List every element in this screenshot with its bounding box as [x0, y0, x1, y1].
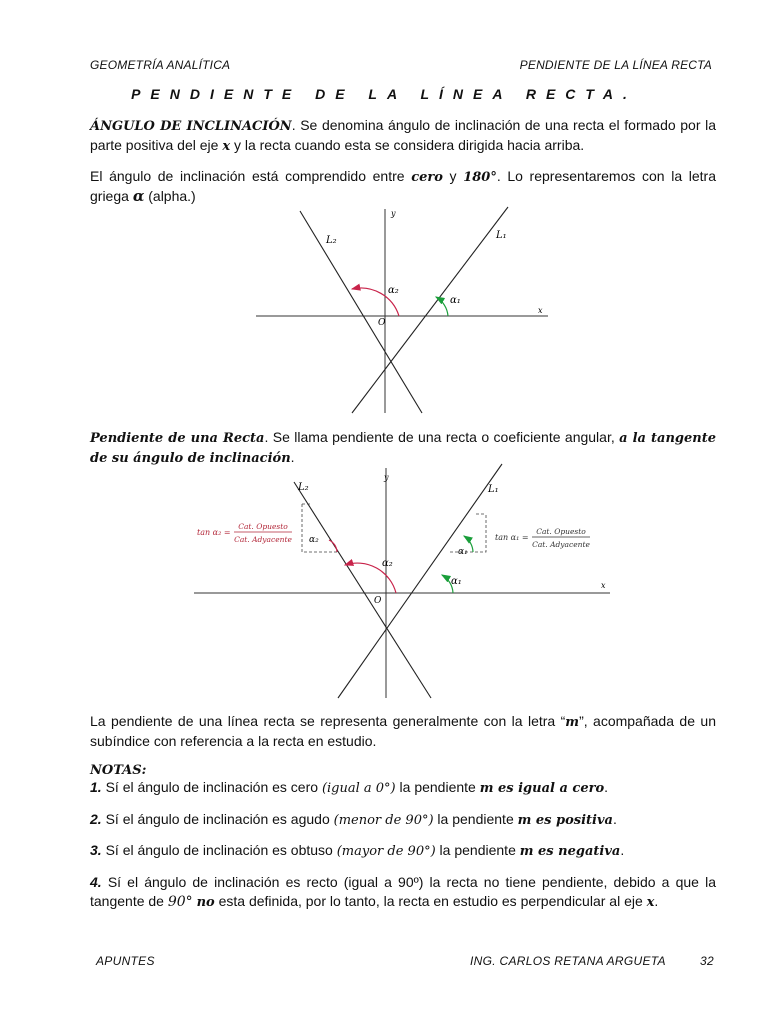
formula-tan-alpha2 [197, 522, 292, 544]
nota-4-text-b: esta definida, por lo tanto, la recta en estudio es perpendicular al eje [214, 893, 647, 909]
label-origin-2: O [374, 596, 382, 606]
nota-1-text-a: Sí el ángulo de inclinación es cero [101, 779, 322, 795]
header-left: GEOMETRÍA ANALÍTICA [90, 58, 231, 72]
footer-left: APUNTES [96, 954, 155, 968]
diagram-inclination-angles [252, 203, 552, 415]
nota-3-end: . [620, 842, 625, 858]
nota-3-bold: m es negativa [519, 844, 621, 859]
label-y-1: y [391, 209, 396, 218]
formula-left-lhs: tan α₂ = [197, 528, 231, 537]
alpha2-arc-top [329, 540, 337, 552]
nota-3-text-a: Sí el ángulo de inclinación es obtuso [101, 842, 337, 858]
nota-1-num: 1. [90, 779, 102, 795]
nota-1-paren: (igual a 0°) [321, 781, 396, 796]
label-origin-1: O [378, 318, 386, 328]
nota-2-text-a: Sí el ángulo de inclinación es agudo [101, 811, 334, 827]
label-L2-1: L₂ [326, 235, 337, 246]
nota-4 [90, 873, 716, 912]
formula-tan-alpha1 [495, 527, 590, 549]
p1-x-axis: x [222, 139, 231, 154]
p2-cero: cero [411, 170, 443, 185]
nota-1 [90, 778, 716, 798]
p3-text-b: . [290, 449, 295, 465]
p2-180: 180° [463, 170, 497, 185]
p2-text-c: (alpha.) [144, 188, 196, 204]
notas-heading [90, 760, 716, 780]
page-number: 32 [700, 954, 714, 968]
p4-text-b: ”, acompañada de un subíndice con referencia a la recta en estudio. [90, 713, 716, 749]
term-angulo-inclinacion: ÁNGULO DE INCLINACIÓN [90, 119, 292, 134]
nota-4-90: 90° [167, 894, 193, 910]
notas-title: NOTAS [90, 763, 142, 778]
nota-3-text-b: la pendiente [435, 842, 520, 858]
label-L1-2: L₁ [488, 484, 499, 495]
line-L2-2 [294, 482, 431, 698]
line-L1-1 [352, 207, 508, 413]
p2-alpha: α [132, 187, 145, 205]
nota-4-end: . [654, 893, 659, 909]
label-alpha2-2: α₂ [382, 558, 393, 569]
triangle-right-dashed [450, 514, 486, 552]
p3-text-a: . Se llama pendiente de una recta o coeficiente angular, [264, 429, 620, 445]
paragraph-angle-range [90, 167, 716, 206]
label-L1-1: L₁ [496, 230, 507, 241]
formula-right-num: Cat. Opuesto [536, 527, 586, 536]
page-title: PENDIENTE DE LA LÍNEA RECTA. [131, 86, 637, 102]
nota-4-x: x [646, 895, 655, 910]
p2-text-a: El ángulo de inclinación está comprendido entre [90, 168, 412, 184]
footer-author: ING. CARLOS RETANA ARGUETA [470, 954, 666, 968]
nota-1-end: . [604, 779, 609, 795]
nota-4-text-a: Sí el ángulo de inclinación es recto (igual a 90º) la recta no tiene pendiente, debido a que la tangente de [90, 874, 716, 909]
triangle-left-dashed [302, 504, 337, 552]
nota-4-num: 4. [90, 874, 102, 890]
p2-y: y [442, 168, 464, 184]
label-alpha1-2: α₁ [451, 576, 462, 587]
label-alpha2-top: α₂ [309, 535, 319, 545]
nota-3-num: 3. [90, 842, 102, 858]
label-y-2: y [384, 473, 389, 482]
notas-colon: : [141, 763, 147, 778]
label-alpha2-1: α₂ [388, 285, 399, 296]
header-right: PENDIENTE DE LA LÍNEA RECTA [519, 58, 712, 72]
term-tangente: a la tangente de su ángulo de inclinación [90, 431, 716, 466]
label-L2-2: L₂ [298, 482, 309, 493]
line-L1-2 [338, 464, 502, 698]
nota-4-no: no [196, 895, 215, 910]
paragraph-angle-definition [90, 116, 716, 156]
label-x-1: x [538, 306, 543, 315]
p4-m: m [565, 715, 580, 730]
nota-1-text-b: la pendiente [395, 779, 480, 795]
formula-right-lhs: tan α₁ = [495, 533, 529, 542]
nota-2-paren: (menor de 90°) [333, 813, 434, 828]
formula-right-den: Cat. Adyacente [532, 540, 590, 549]
nota-1-bold: m es igual a cero [479, 781, 605, 796]
formula-left-num: Cat. Opuesto [238, 522, 288, 531]
p4-text-a: La pendiente de una línea recta se representa generalmente con la letra “ [90, 713, 566, 729]
p1-text-a: . Se denomina ángulo de inclinación de una recta el formado por la parte positiva del eje [90, 117, 716, 153]
label-x-2: x [601, 581, 606, 590]
nota-3 [90, 841, 716, 861]
line-L2-1 [300, 211, 422, 413]
nota-2-text-b: la pendiente [433, 811, 518, 827]
nota-3-paren: (mayor de 90°) [336, 844, 436, 859]
diagram-slope-tangent [190, 462, 614, 700]
nota-2-num: 2. [90, 811, 102, 827]
label-alpha1-top: α₁ [458, 547, 468, 557]
nota-2-bold: m es positiva [517, 813, 613, 828]
p2-text-b: . Lo representaremos con la letra griega [90, 168, 716, 204]
term-pendiente: Pendiente de una Recta [90, 431, 265, 446]
label-alpha1-1: α₁ [450, 295, 461, 306]
formula-left-den: Cat. Adyacente [234, 535, 292, 544]
paragraph-letter-m [90, 712, 716, 751]
p1-text-b: y la recta cuando esta se considera dirigida hacia arriba. [230, 137, 585, 153]
nota-2-end: . [612, 811, 617, 827]
nota-2 [90, 810, 716, 830]
